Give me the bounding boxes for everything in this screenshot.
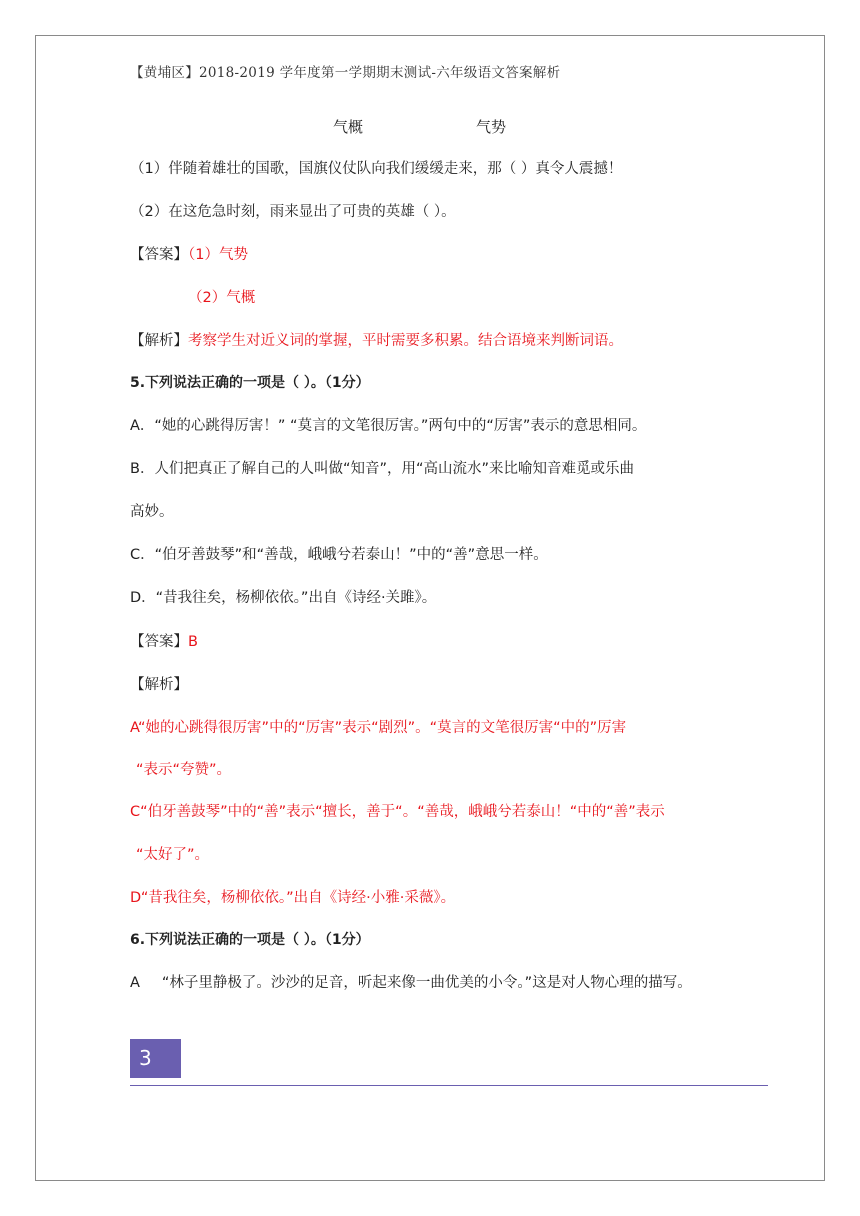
q6-option-a-text: “林子里静极了。沙沙的足音，听起来像一曲优美的小令。”这是对人物心理的描写。 — [161, 975, 692, 991]
q5-option-c: C．“伯牙善鼓琴”和“善哉，峨峨兮若泰山！”中的“善”意思一样。 — [130, 547, 548, 563]
q6-option-a-label: A — [130, 975, 140, 991]
sentence-2: （2）在这危急时刻，雨来显出了可贵的英雄（ ）。 — [130, 204, 456, 220]
q5-analysis-label: 【解析】 — [130, 677, 188, 693]
answer-label: 【答案】 — [130, 247, 188, 263]
analysis-text: 考察学生对近义词的掌握，平时需要多积累。结合语境来判断词语。 — [188, 333, 623, 349]
word-option-1: 气概 — [333, 118, 364, 136]
q5-explain-a-line1: A“她的心跳得很厉害”中的“厉害”表示“剧烈”。“莫言的文笔很厉害“中的”厉害 — [130, 720, 627, 736]
analysis-row — [130, 331, 623, 351]
page-number: 3 — [130, 1039, 181, 1078]
q5-explain-c-line2: “太好了”。 — [136, 847, 210, 863]
answer-row — [130, 245, 248, 265]
answer-1: （1）气势 — [188, 247, 248, 263]
q5-explain-c-line1: C“伯牙善鼓琴”中的“善”表示“擅长，善于“。“善哉，峨峨兮若泰山！“中的“善”表示 — [130, 804, 665, 820]
q5-option-b-line2: 高妙。 — [130, 504, 174, 520]
footer-divider — [130, 1085, 768, 1086]
analysis-label: 【解析】 — [130, 333, 188, 349]
q6-option-a — [130, 973, 692, 993]
word-option-2: 气势 — [476, 118, 507, 136]
question-5-title: 5.下列说法正确的一项是（ ）。（1分） — [130, 375, 370, 391]
q5-option-a: A．“她的心跳得厉害！” “莫言的文笔很厉害。”两句中的“厉害”表示的意思相同。 — [130, 418, 647, 434]
question-6-title: 6.下列说法正确的一项是（ ）。（1分） — [130, 932, 370, 948]
q5-answer-row — [130, 632, 198, 652]
q5-explain-a-line2: “表示“夸赞”。 — [136, 762, 232, 778]
q5-option-b-line1: B．人们把真正了解自己的人叫做“知音”，用“高山流水”来比喻知音难觅或乐曲 — [130, 461, 634, 477]
answer-2: （2）气概 — [188, 290, 256, 306]
q5-answer-label: 【答案】 — [130, 634, 188, 650]
q5-option-d: D．“昔我往矣，杨柳依依。”出自《诗经·关雎》。 — [130, 590, 437, 606]
q5-answer: B — [188, 634, 198, 650]
q5-explain-d: D“昔我往矣，杨柳依依。”出自《诗经·小雅·采薇》。 — [130, 890, 456, 906]
sentence-1: （1）伴随着雄壮的国歌，国旗仪仗队向我们缓缓走来，那（ ）真令人震撼！ — [130, 161, 623, 177]
page-header: 【黄埔区】2018-2019 学年度第一学期期末测试-六年级语文答案解析 — [130, 65, 561, 81]
